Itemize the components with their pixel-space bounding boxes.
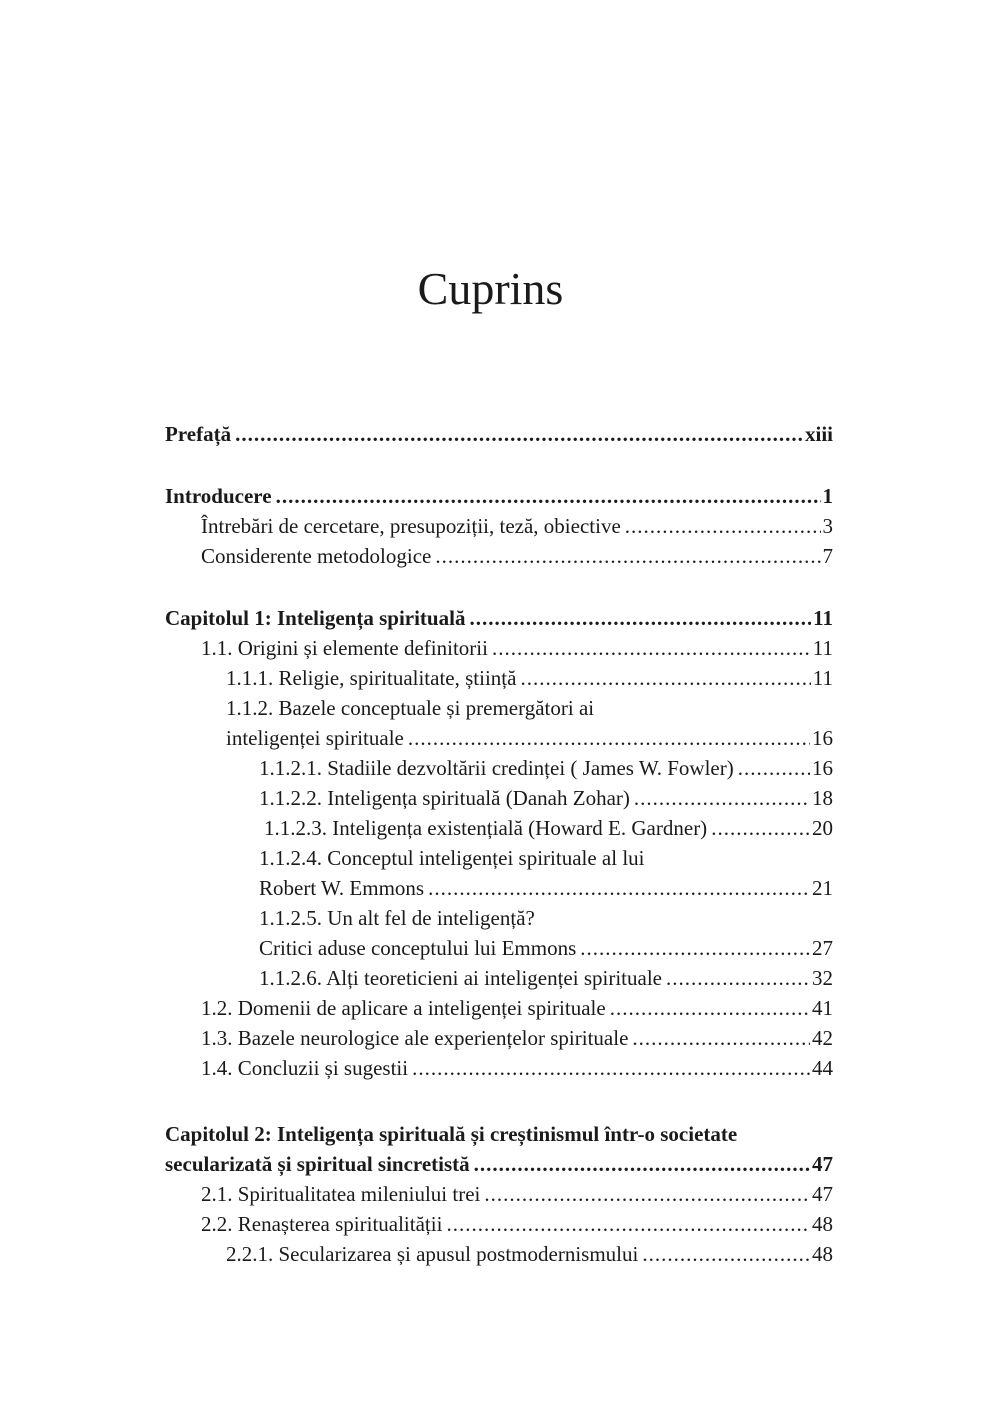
toc-entry-capitolul-2[interactable] [165, 1149, 833, 1179]
toc-entry-page: 20 [812, 816, 833, 840]
toc-entry-1-3[interactable] [165, 1023, 833, 1053]
toc-entry-page: 47 [812, 1152, 833, 1176]
toc-entry-title: inteligenței spirituale [226, 726, 404, 750]
toc-entry-title: 1.1.1. Religie, spiritualitate, știință [226, 666, 517, 690]
toc-entry-title: Critici aduse conceptului lui Emmons [259, 936, 577, 960]
toc-entry-page: 48 [812, 1212, 833, 1236]
leader-dots [484, 1179, 810, 1209]
table-of-contents [165, 419, 833, 1269]
leader-dots [738, 753, 810, 783]
toc-entry-page: 11 [812, 666, 833, 690]
leader-dots [474, 1149, 810, 1179]
toc-entry-1-1-2-4[interactable] [165, 873, 833, 903]
leader-dots [435, 541, 820, 571]
leader-dots [469, 603, 811, 633]
leader-dots [580, 933, 810, 963]
toc-entry-title: 2.2. Renașterea spiritualității [201, 1212, 443, 1236]
toc-entry-1-1-2-line1: 1.1.2. Bazele conceptuale și premergători ai [226, 696, 595, 720]
toc-entry-title: 1.1.2.3. Inteligența existențială (Howard E. Gardner) [264, 816, 708, 840]
toc-entry-title: Prefață [165, 422, 232, 446]
toc-entry-considerente[interactable] [165, 541, 833, 571]
toc-entry-title: 1.1.2.6. Alți teoreticieni ai inteligenței spirituale [259, 966, 662, 990]
leader-dots [711, 813, 810, 843]
toc-entry-1-1-2-5[interactable] [165, 933, 833, 963]
toc-entry-page: 16 [812, 726, 833, 750]
toc-entry-1-1-1[interactable] [165, 663, 833, 693]
toc-entry-title: 1.1.2.1. Stadiile dezvoltării credinței ( James W. Fowler) [259, 756, 734, 780]
leader-dots [412, 1053, 810, 1083]
leader-dots [666, 963, 810, 993]
toc-entry-1-1-2-5-line1: 1.1.2.5. Un alt fel de inteligență? [259, 906, 535, 930]
toc-entry-intrebari[interactable] [165, 511, 833, 541]
toc-entry-2-2-1[interactable] [165, 1239, 833, 1269]
toc-entry-title: Întrebări de cercetare, presupoziții, teză, obiective [201, 514, 621, 538]
toc-entry-page: 32 [812, 966, 833, 990]
toc-entry-page: 3 [822, 514, 833, 538]
toc-entry-2-1[interactable] [165, 1179, 833, 1209]
toc-entry-title: 1.1. Origini și elemente definitorii [201, 636, 488, 660]
toc-entry-1-1-2-4-line1: 1.1.2.4. Conceptul inteligenței spirituale al lui [259, 846, 645, 870]
toc-entry-page: 7 [822, 544, 833, 568]
toc-entry-1-1-2-1[interactable] [165, 753, 833, 783]
toc-entry-1-1-2-2[interactable] [165, 783, 833, 813]
toc-entry-title: Capitolul 1: Inteligența spirituală [165, 606, 466, 630]
leader-dots [428, 873, 810, 903]
page-title: Cuprins [417, 263, 564, 314]
toc-entry-title: secularizată și spiritual sincretistă [165, 1152, 470, 1176]
leader-dots [235, 419, 803, 449]
toc-entry-prefata[interactable] [165, 419, 833, 449]
toc-entry-page: 41 [812, 996, 833, 1020]
leader-dots [276, 481, 821, 511]
toc-entry-introducere[interactable] [165, 481, 833, 511]
leader-dots [610, 993, 810, 1023]
toc-entry-1-1-2-6[interactable] [165, 963, 833, 993]
toc-entry-title: 1.1.2.2. Inteligența spirituală (Danah Zohar) [259, 786, 630, 810]
toc-entry-title: Robert W. Emmons [259, 876, 425, 900]
toc-entry-page: 11 [812, 636, 833, 660]
leader-dots [520, 663, 810, 693]
leader-dots [625, 511, 821, 541]
toc-entry-1-1-2[interactable] [165, 723, 833, 753]
leader-dots [446, 1209, 810, 1239]
toc-entry-title: 1.4. Concluzii și sugestii [201, 1056, 409, 1080]
toc-entry-page: 1 [822, 484, 833, 508]
toc-entry-title: Considerente metodologice [201, 544, 432, 568]
toc-entry-title: 2.2.1. Secularizarea și apusul postmodernismului [226, 1242, 639, 1266]
toc-entry-1-4[interactable] [165, 1053, 833, 1083]
toc-entry-1-2[interactable] [165, 993, 833, 1023]
toc-entry-page: 16 [812, 756, 833, 780]
leader-dots [632, 1023, 810, 1053]
toc-entry-page: 27 [812, 936, 833, 960]
toc-entry-page: 18 [812, 786, 833, 810]
toc-entry-title: 1.3. Bazele neurologice ale experiențelor spirituale [201, 1026, 629, 1050]
toc-entry-title: 2.1. Spiritualitatea mileniului trei [201, 1182, 481, 1206]
toc-entry-1-1[interactable] [165, 633, 833, 663]
toc-entry-page: 21 [812, 876, 833, 900]
leader-dots [408, 723, 810, 753]
toc-entry-page: 44 [812, 1056, 833, 1080]
toc-entry-capitolul-2-line1: Capitolul 2: Inteligența spirituală și creștinismul într-o societate [165, 1122, 738, 1146]
toc-entry-title: 1.2. Domenii de aplicare a inteligenței spirituale [201, 996, 606, 1020]
leader-dots [634, 783, 810, 813]
toc-entry-1-1-2-3[interactable] [165, 813, 833, 843]
toc-entry-page: 42 [812, 1026, 833, 1050]
toc-entry-page: 11 [813, 606, 833, 630]
toc-entry-title: Introducere [165, 484, 272, 508]
toc-entry-page: 48 [812, 1242, 833, 1266]
leader-dots [642, 1239, 810, 1269]
toc-entry-page: xiii [804, 422, 833, 446]
toc-entry-capitolul-1[interactable] [165, 603, 833, 633]
toc-entry-page: 47 [812, 1182, 833, 1206]
leader-dots [492, 633, 811, 663]
toc-entry-2-2[interactable] [165, 1209, 833, 1239]
